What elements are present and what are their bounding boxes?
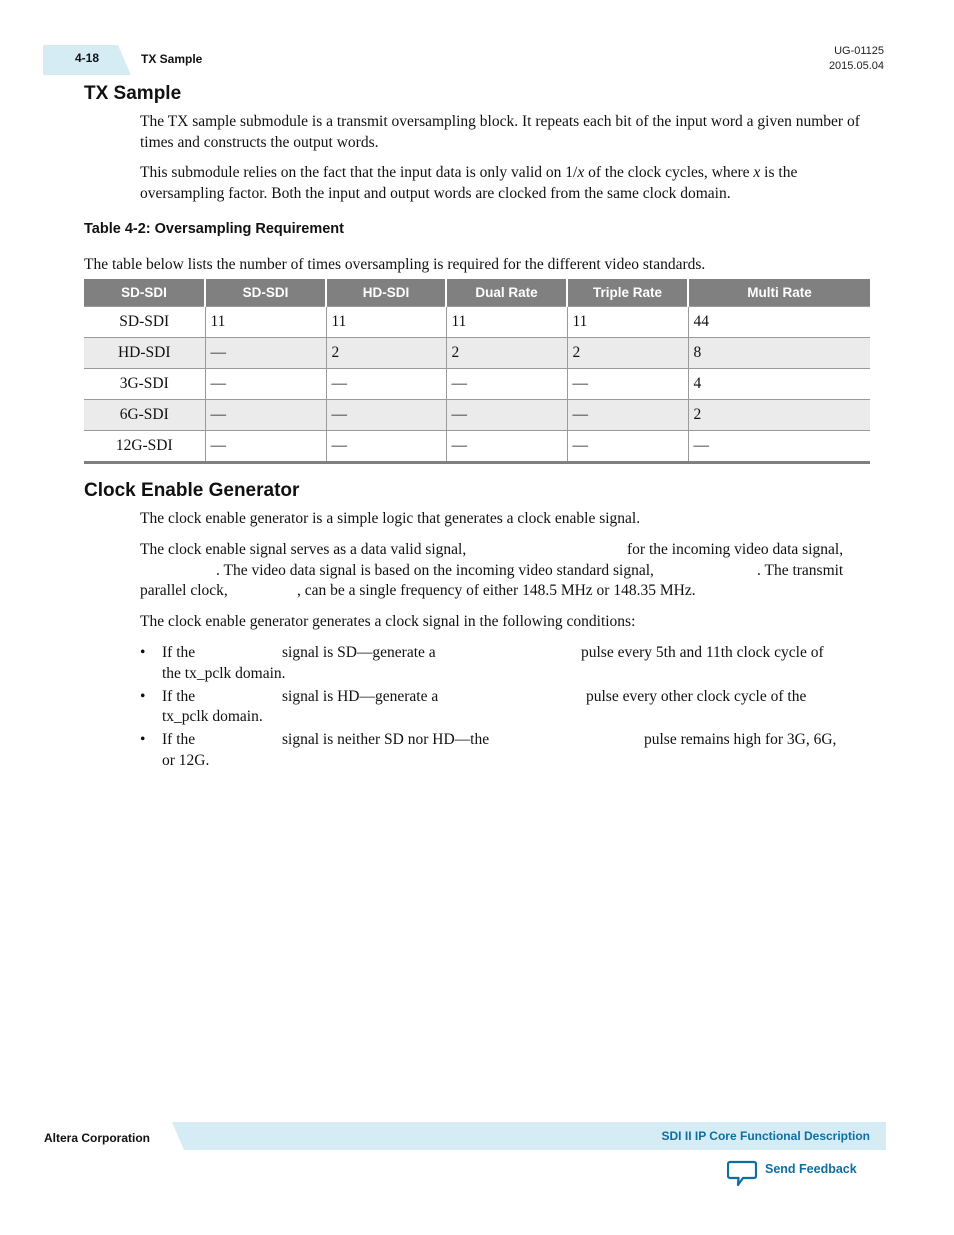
table-cell: 4 <box>688 369 870 400</box>
bullet-text-a: If the <box>162 731 196 748</box>
bullet-text-d: the tx_pclk domain. <box>162 665 286 682</box>
oversampling-table <box>84 279 870 464</box>
tx-sample-para2 <box>140 163 865 204</box>
para2-var-x1: x <box>577 164 585 181</box>
table-row <box>84 307 870 338</box>
send-feedback-link[interactable]: Send Feedback <box>765 1162 857 1176</box>
table-cell: 2 <box>446 338 567 369</box>
table-cell: 2 <box>688 400 870 431</box>
bullet-text-d: or 12G. <box>162 752 210 769</box>
table-header-cell: HD-SDI <box>326 279 446 307</box>
table-cell: 11 <box>326 307 446 338</box>
para2-line1-a: The clock enable signal serves as a data valid signal, <box>140 541 467 558</box>
table-header-cell: SD-SDI <box>205 279 326 307</box>
table-header-row <box>84 279 870 307</box>
table-row <box>84 338 870 369</box>
table-cell: — <box>326 400 446 431</box>
table-cell: 8 <box>688 338 870 369</box>
clock-enable-para1: The clock enable generator is a simple logic that generates a clock enable signal. <box>140 510 641 527</box>
feedback-icon[interactable] <box>727 1159 757 1187</box>
tx-sample-heading: TX Sample <box>84 83 182 104</box>
para2-var-x2: x <box>753 164 761 181</box>
table-cell: 11 <box>567 307 688 338</box>
bullet-text-b: signal is neither SD nor HD—the <box>282 731 490 748</box>
para2-line2-b: . The transmit <box>757 562 844 579</box>
table-cell: — <box>205 369 326 400</box>
doc-id: UG-01125 <box>834 45 884 57</box>
bullet-dot: • <box>140 688 146 705</box>
clock-enable-para3: The clock enable generator generates a clock signal in the following conditions: <box>140 613 636 630</box>
table-cell: — <box>567 400 688 431</box>
footer-company: Altera Corporation <box>44 1131 151 1145</box>
clock-enable-heading: Clock Enable Generator <box>84 480 300 501</box>
bullet-text-c: pulse every other clock cycle of the <box>586 688 807 705</box>
table-intro: The table below lists the number of times oversampling is required for the different video standards. <box>84 256 706 273</box>
table-cell: — <box>205 431 326 463</box>
table-cell: — <box>688 431 870 463</box>
table-cell: — <box>446 431 567 463</box>
table-header-cell: Triple Rate <box>567 279 688 307</box>
table-cell: — <box>446 400 567 431</box>
table-cell: 12G-SDI <box>84 431 205 463</box>
bullet-dot: • <box>140 644 146 661</box>
table-cell: 2 <box>326 338 446 369</box>
para2-line2-a: . The video data signal is based on the incoming video standard signal, <box>216 562 654 579</box>
table-cell: 44 <box>688 307 870 338</box>
doc-date: 2015.05.04 <box>828 60 884 72</box>
table-cell: — <box>567 431 688 463</box>
para2-line1-b: for the incoming video data signal, <box>627 541 844 558</box>
table-cell: 11 <box>446 307 567 338</box>
bullet-text-c: pulse remains high for 3G, 6G, <box>644 731 837 748</box>
table-header-cell: Multi Rate <box>688 279 870 307</box>
table-cell: HD-SDI <box>84 338 205 369</box>
tx-sample-para1: The TX sample submodule is a transmit oversampling block. It repeats each bit of the input word a given number of times and constructs the output words. <box>140 113 860 151</box>
bullet-text-d: tx_pclk domain. <box>162 708 263 725</box>
table-cell: — <box>446 369 567 400</box>
bullet-dot: • <box>140 731 146 748</box>
page-number: 4-18 <box>75 51 100 65</box>
table-header-cell: Dual Rate <box>446 279 567 307</box>
para2-line3-b: , can be a single frequency of either 148.5 MHz or 148.35 MHz. <box>297 582 696 599</box>
table-cell: SD-SDI <box>84 307 205 338</box>
header-section-title: TX Sample <box>141 52 203 66</box>
table-cell: — <box>567 369 688 400</box>
table-row <box>84 400 870 431</box>
para2-part-b: of the clock cycles, where <box>584 164 754 181</box>
footer-chapter-link[interactable]: SDI II IP Core Functional Description <box>661 1129 870 1143</box>
table-cell: 6G-SDI <box>84 400 205 431</box>
bullet-text-b: signal is HD—generate a <box>282 688 439 705</box>
table-header-cell: SD-SDI <box>84 279 205 307</box>
table-caption: Table 4-2: Oversampling Requirement <box>84 221 344 237</box>
table-cell: 11 <box>205 307 326 338</box>
bullet-text-b: signal is SD—generate a <box>282 644 436 661</box>
para2-part-c: is the oversampling factor. Both the input and output words are clocked from the same clock domain. <box>140 164 798 202</box>
clock-enable-para2 <box>140 540 865 602</box>
doc-info <box>829 44 884 74</box>
table-row <box>84 369 870 400</box>
table-cell: — <box>205 338 326 369</box>
table-cell: 2 <box>567 338 688 369</box>
para2-part-a: This submodule relies on the fact that the input data is only valid on 1/ <box>140 164 578 181</box>
table-row <box>84 431 870 463</box>
para2-line3-a: parallel clock, <box>140 582 228 599</box>
bullet-text-c: pulse every 5th and 11th clock cycle of <box>581 644 824 661</box>
table-cell: 3G-SDI <box>84 369 205 400</box>
bullet-text-a: If the <box>162 644 196 661</box>
table-cell: — <box>326 431 446 463</box>
table-cell: — <box>326 369 446 400</box>
bullet-text-a: If the <box>162 688 196 705</box>
table-cell: — <box>205 400 326 431</box>
